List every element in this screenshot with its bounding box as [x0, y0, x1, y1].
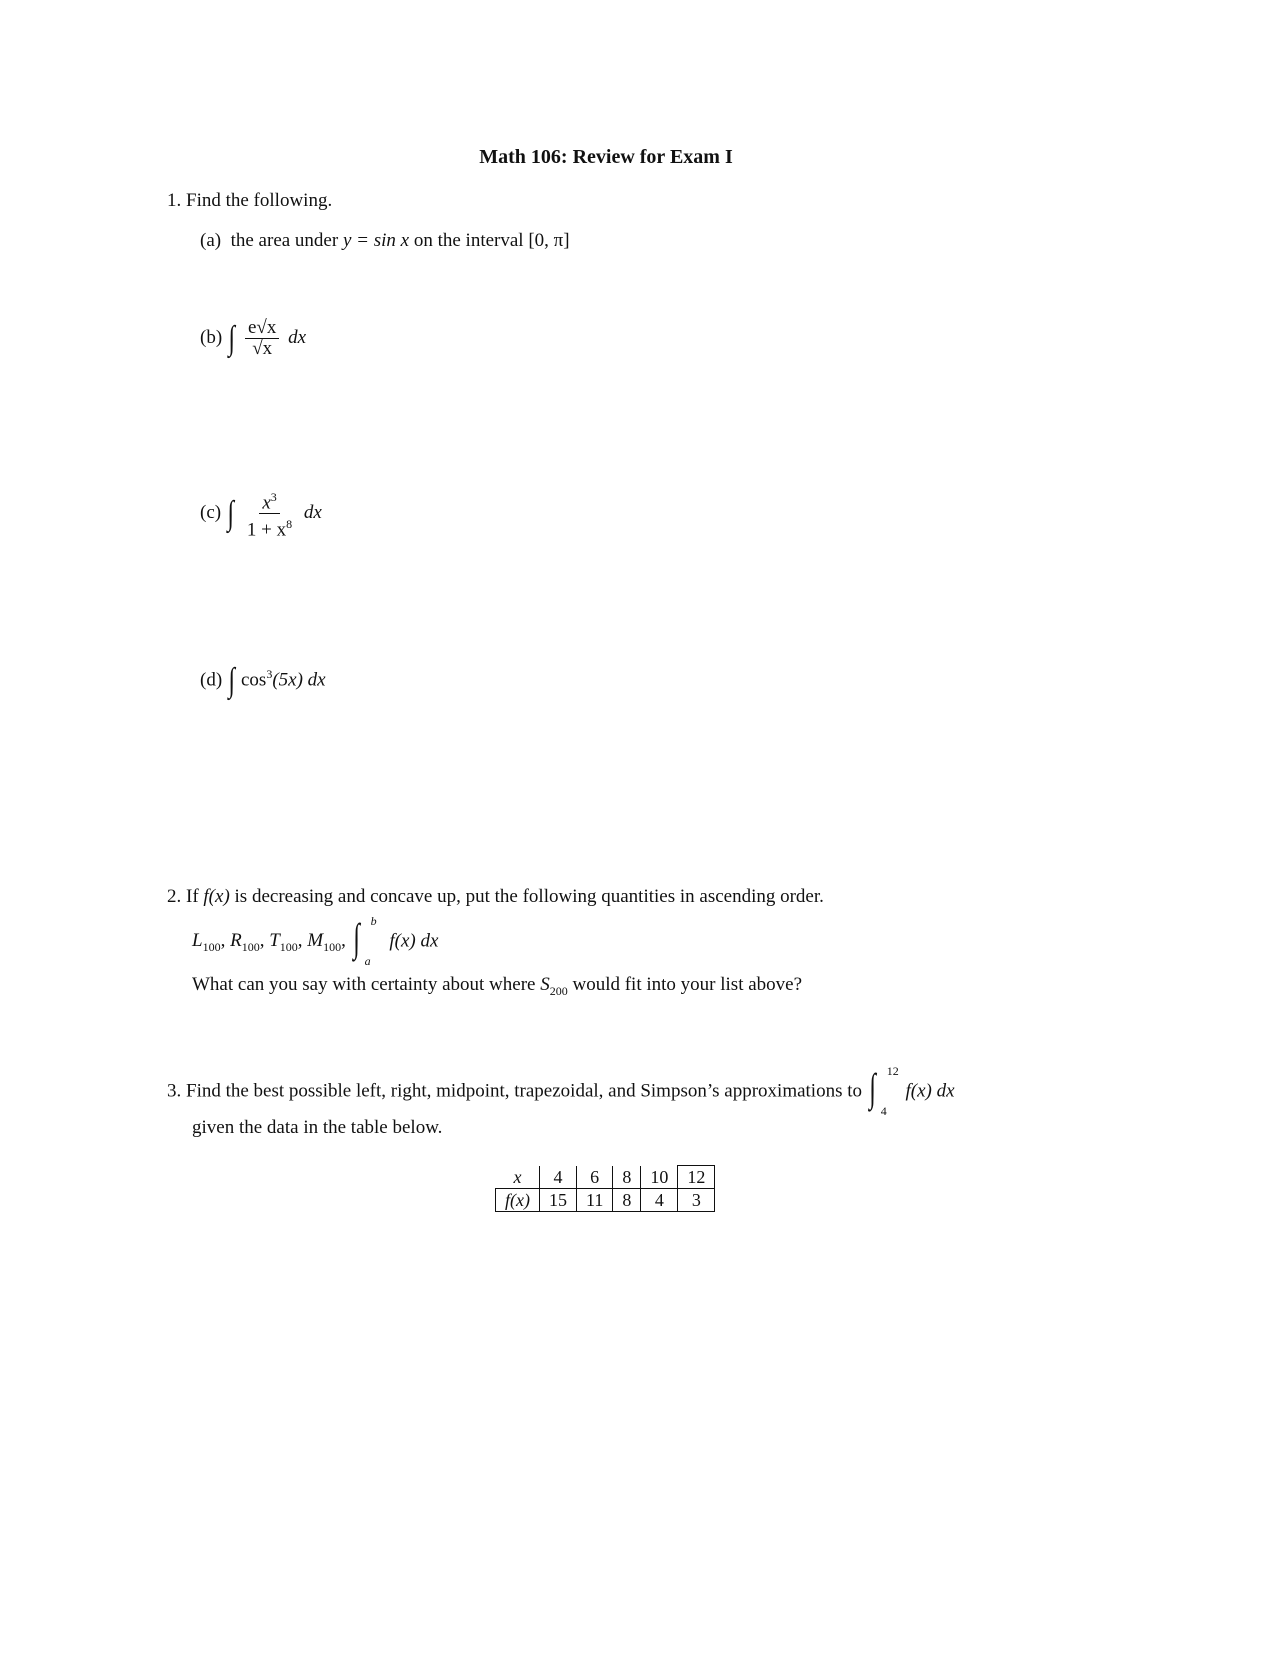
numerator: e√x	[245, 318, 279, 339]
integral-sign-icon: ∫	[352, 915, 360, 960]
table-cell: 8	[613, 1189, 641, 1212]
data-table	[495, 1165, 715, 1212]
question-2-followup	[192, 974, 802, 999]
part-label: (c)	[200, 502, 222, 524]
question-number: 2.	[167, 886, 182, 907]
argument: (5x)	[272, 669, 303, 691]
text: would fit into your list above?	[572, 974, 803, 995]
symbol: L	[192, 930, 203, 952]
differential: dx	[288, 326, 307, 348]
header-text: f(x)	[505, 1190, 530, 1210]
subscript: 100	[323, 940, 342, 955]
fraction	[245, 318, 279, 359]
differential: dx	[303, 502, 322, 524]
table-cell: 12	[678, 1166, 715, 1189]
base: 1 + x	[246, 519, 287, 541]
row-header	[496, 1189, 540, 1212]
upper-limit: 12	[886, 1064, 899, 1078]
question-1c	[200, 487, 322, 541]
integral-sign-icon: ∫	[868, 1065, 876, 1110]
text: What can you say with certainty about where	[192, 974, 536, 995]
question-3	[167, 1064, 955, 1118]
math-expr: f(x)	[203, 886, 230, 907]
part-label: (a)	[200, 230, 222, 251]
numerator	[259, 487, 279, 514]
table-cell: 6	[576, 1166, 612, 1189]
integrand: f(x) dx	[905, 1080, 955, 1102]
header-text: x	[513, 1166, 522, 1187]
subscript: 100	[202, 940, 221, 955]
table-cell: 11	[576, 1189, 612, 1212]
base: x	[262, 492, 271, 514]
exponent: 3	[270, 490, 277, 504]
question-1	[167, 190, 332, 212]
denominator: √x	[252, 338, 273, 359]
question-1b	[200, 318, 306, 359]
table-cell: 4	[539, 1166, 576, 1189]
symbol: T	[269, 930, 280, 952]
table-cell: 4	[641, 1189, 678, 1212]
differential: dx	[307, 669, 326, 691]
integral-sign-icon: ∫	[228, 662, 235, 699]
text: on the interval	[413, 230, 524, 251]
table-cell: 3	[678, 1189, 715, 1212]
quantity: $L_{100}$,	[192, 930, 226, 955]
math-expr: y = sin x	[342, 230, 410, 251]
table-cell: 15	[539, 1189, 576, 1212]
quantity: $R_{100}$,	[230, 930, 265, 955]
quantity: $M_{100}$,	[307, 930, 346, 955]
row-header	[496, 1166, 540, 1189]
exponent: 3	[266, 667, 273, 682]
question-1d	[200, 662, 326, 700]
subscript: 200	[549, 983, 568, 998]
text: Find the best possible left, right, midpoint, trapezoidal, and Simpson’s approximations to	[186, 1080, 863, 1102]
part-label: (b)	[200, 326, 223, 348]
question-1a	[200, 230, 570, 252]
question-2	[167, 886, 824, 908]
math-interval: [0, π]	[528, 230, 570, 251]
definite-integral	[351, 914, 385, 968]
denominator	[244, 514, 295, 540]
part-label: (d)	[200, 669, 223, 691]
lower-limit: 4	[880, 1104, 887, 1118]
text: If	[186, 886, 199, 907]
question-number: 1.	[167, 190, 182, 211]
integral-sign-icon: ∫	[228, 319, 235, 357]
symbol: S	[540, 974, 550, 995]
table-row	[496, 1189, 715, 1212]
table-row	[496, 1166, 715, 1189]
fraction	[244, 487, 295, 541]
symbol: R	[230, 930, 242, 952]
subscript: 100	[241, 940, 260, 955]
question-number: 3.	[167, 1080, 182, 1102]
table-cell: 10	[641, 1166, 678, 1189]
integrand: f(x) dx	[389, 930, 439, 952]
subscript: 100	[279, 940, 298, 955]
page-title: Math 106: Review for Exam I	[479, 146, 733, 168]
question-prompt: Find the following.	[186, 190, 333, 211]
text: the area under	[230, 230, 339, 251]
question-3-line2: given the data in the table below.	[192, 1117, 443, 1138]
symbol: M	[307, 930, 324, 952]
upper-limit: b	[370, 914, 377, 928]
exponent: 8	[286, 517, 293, 532]
text: is decreasing and concave up, put the following quantities in ascending order.	[234, 886, 824, 907]
definite-integral	[867, 1064, 901, 1118]
quantity-list	[192, 914, 439, 968]
lower-limit: a	[364, 954, 371, 968]
function: cos	[240, 669, 267, 691]
table-cell: 8	[613, 1166, 641, 1189]
integral-sign-icon: ∫	[227, 494, 234, 532]
quantity: $T_{100}$,	[269, 930, 303, 955]
